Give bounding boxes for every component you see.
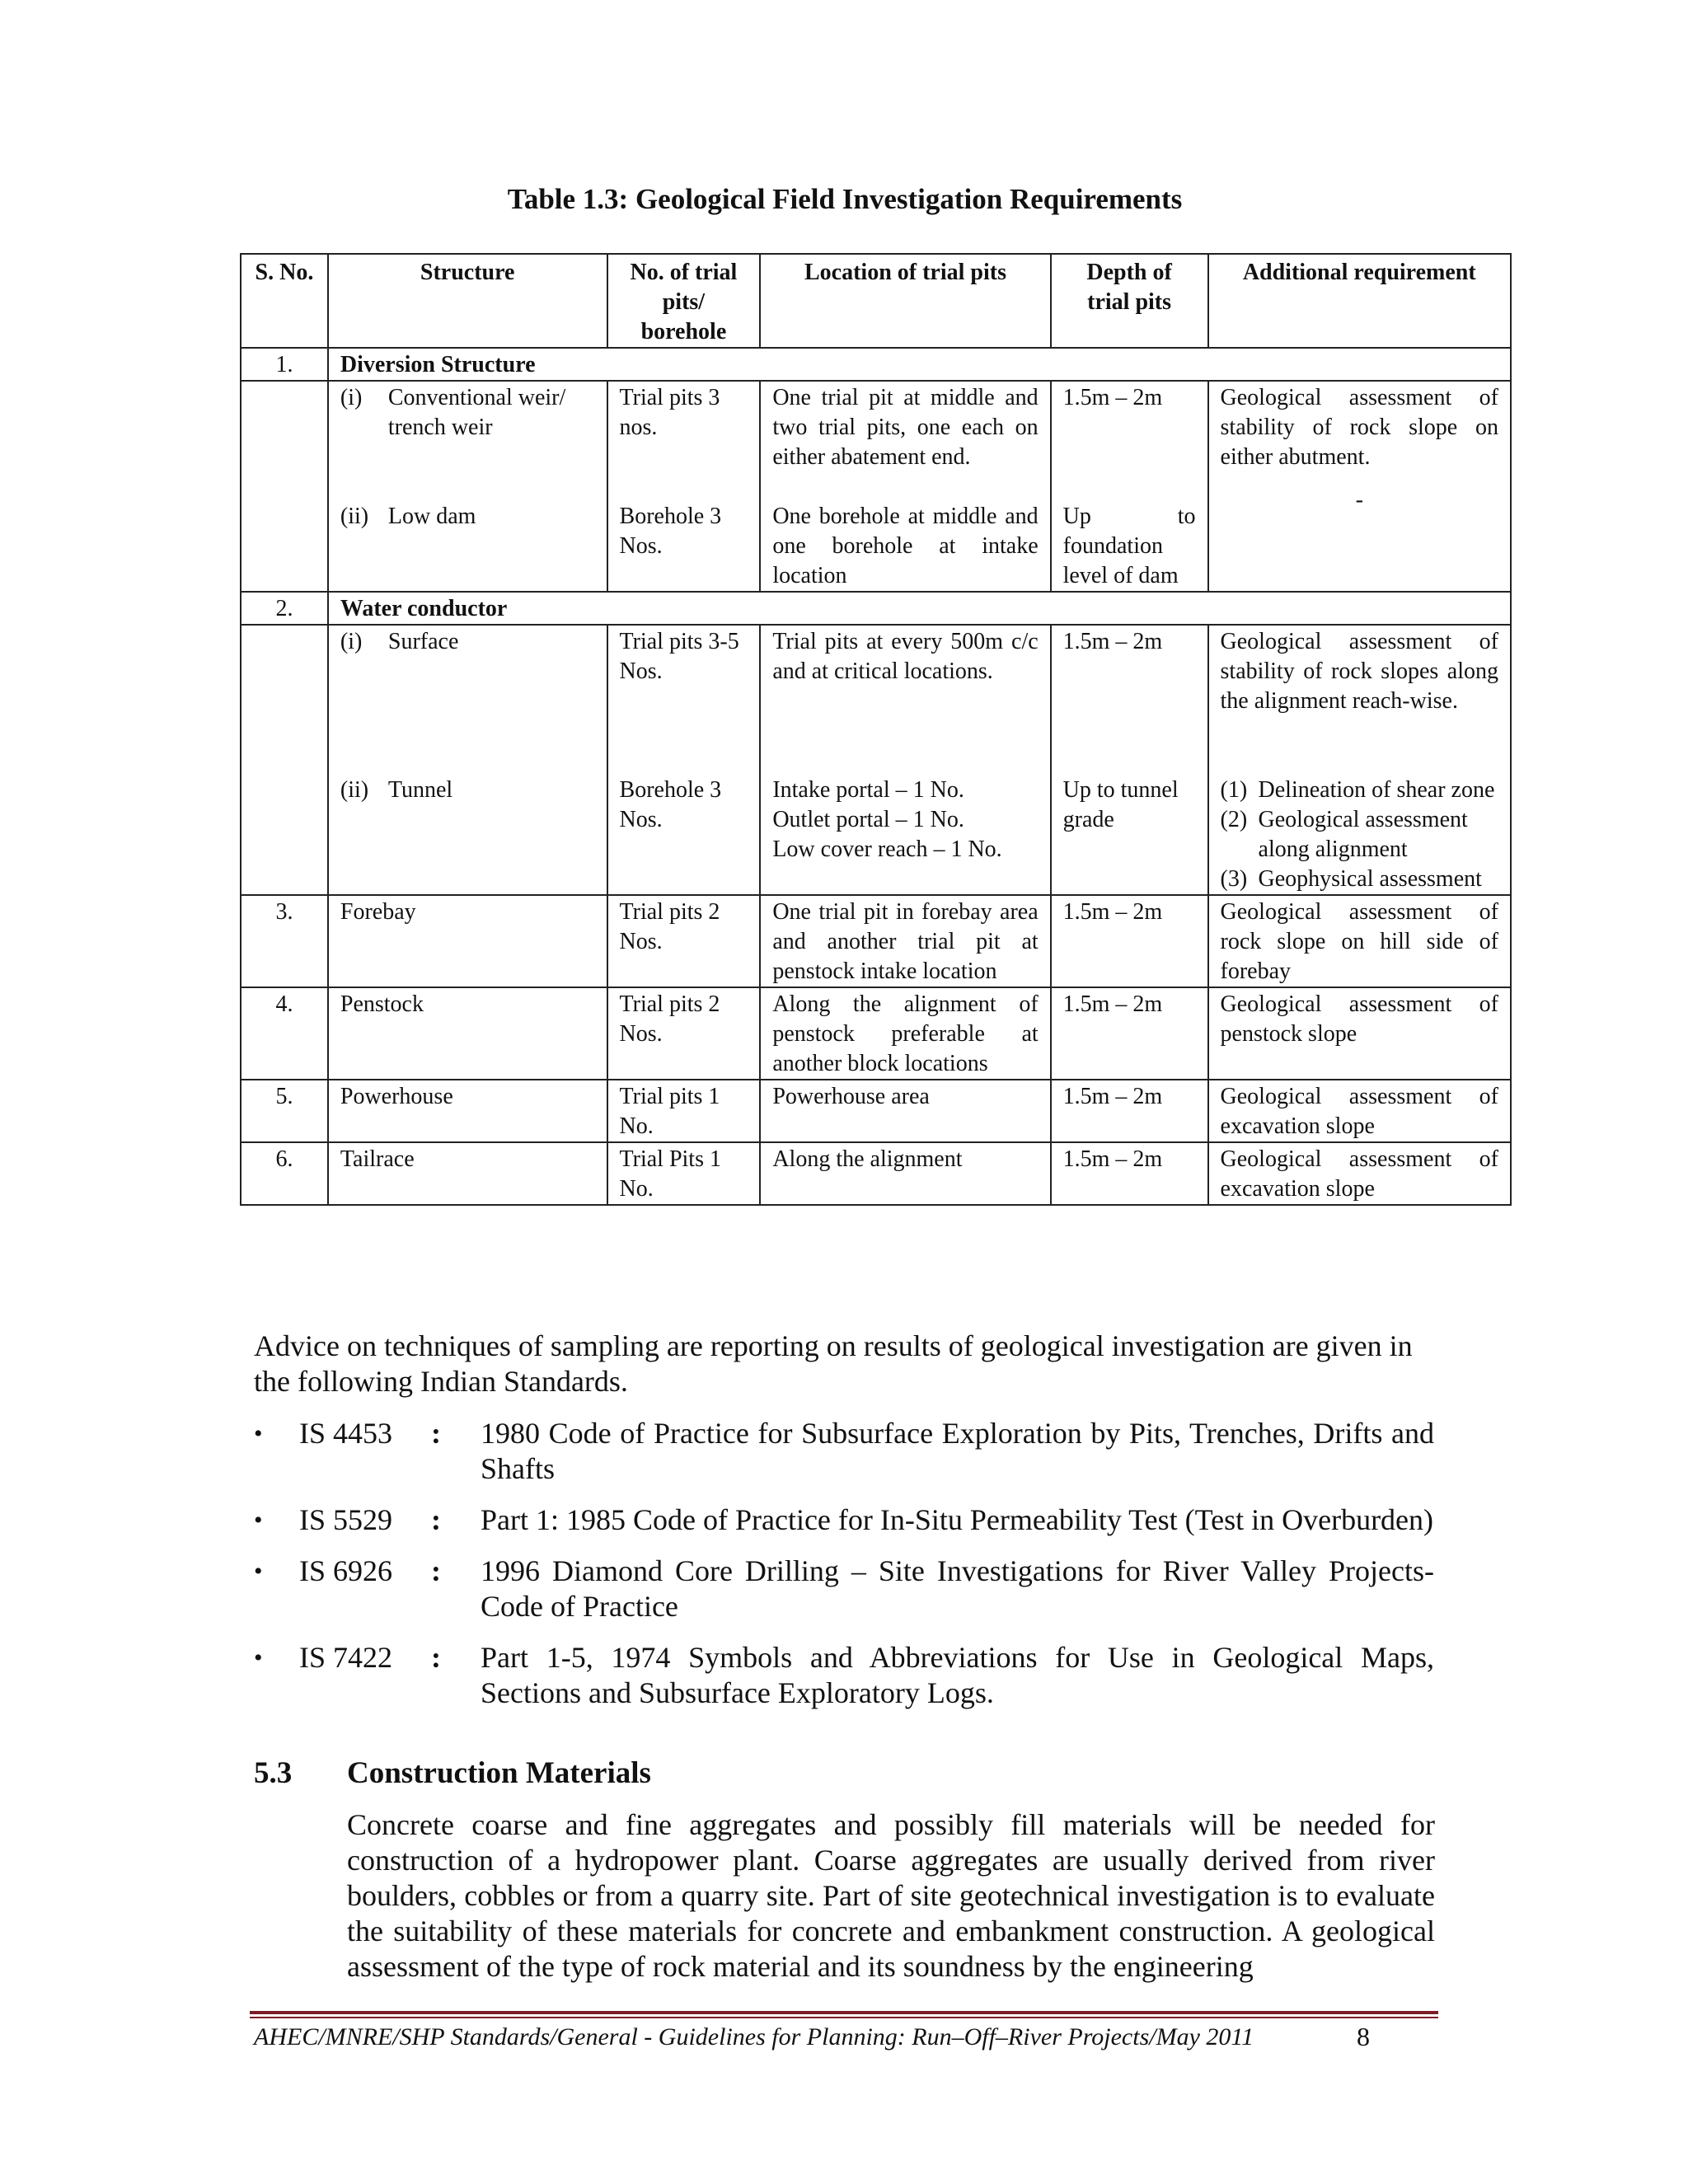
table-row bbox=[241, 987, 1511, 1080]
row-depth: 1.5m – 2m bbox=[1051, 895, 1208, 987]
bullet: • bbox=[254, 1507, 263, 1534]
row-count: Trial pits 2 Nos. bbox=[607, 895, 761, 987]
separator: : bbox=[431, 1554, 441, 1587]
row-additional: Geological assessment of excavation slope bbox=[1208, 1142, 1511, 1205]
row-location: Powerhouse area bbox=[760, 1080, 1050, 1142]
standard-description: 1996 Diamond Core Drilling – Site Investigations for River Valley Projects- Code of Practice bbox=[481, 1554, 1434, 1623]
row-depth: 1.5m – 2m bbox=[1051, 987, 1208, 1080]
row-location: One trial pit in forebay area and another trial pit at penstock intake location bbox=[760, 895, 1050, 987]
list-item bbox=[254, 1640, 1434, 1711]
row-count bbox=[607, 625, 761, 895]
cell-text: Borehole 3 Nos. bbox=[619, 777, 722, 832]
row-sno: 6. bbox=[241, 1142, 328, 1205]
table-row bbox=[241, 1142, 1511, 1205]
section-heading bbox=[254, 1755, 651, 1791]
standard-code: IS 5529 bbox=[299, 1503, 393, 1536]
cell-text: One trial pit at middle and two trial pits, one each on either abatement end. bbox=[772, 385, 1039, 470]
list-item bbox=[254, 1416, 1434, 1487]
cell-text: Geological assessment of stability of rock slopes along the alignment reach-wise. bbox=[1220, 629, 1498, 714]
row-sno: 4. bbox=[241, 987, 328, 1080]
table-row bbox=[241, 348, 1511, 381]
item-text: Tunnel bbox=[387, 777, 453, 803]
table-row bbox=[241, 895, 1511, 987]
bullet: • bbox=[254, 1420, 263, 1447]
cell-text: Up to foundation level of dam bbox=[1062, 504, 1196, 588]
cell-text: One borehole at middle and one borehole at intake location bbox=[772, 504, 1039, 588]
row-depth: 1.5m – 2m bbox=[1051, 1142, 1208, 1205]
item-text: Surface bbox=[387, 629, 459, 654]
table-row bbox=[241, 625, 1511, 895]
header-depth: Depth of trial pits bbox=[1051, 254, 1208, 348]
bullet: • bbox=[254, 1644, 263, 1671]
row-location bbox=[760, 625, 1050, 895]
row-depth: 1.5m – 2m bbox=[1051, 1080, 1208, 1142]
investigation-table bbox=[240, 253, 1512, 1206]
section-title: Diversion Structure bbox=[328, 348, 1511, 381]
separator: : bbox=[431, 1417, 441, 1450]
row-structure bbox=[328, 625, 607, 895]
header-additional: Additional requirement bbox=[1208, 254, 1511, 348]
row-sno: 2. bbox=[241, 592, 328, 625]
table-row bbox=[241, 592, 1511, 625]
standard-description: Part 1: 1985 Code of Practice for In-Situ Permeability Test (Test in Overburden) bbox=[481, 1503, 1434, 1536]
row-additional: Geological assessment of penstock slope bbox=[1208, 987, 1511, 1080]
row-additional: Geological assessment of excavation slope bbox=[1208, 1080, 1511, 1142]
item-text: Geological assessment along alignment bbox=[1258, 807, 1468, 862]
cell-text: Outlet portal – 1 No. bbox=[772, 807, 964, 832]
cell-text: 1.5m – 2m bbox=[1062, 629, 1163, 654]
section-title: Construction Materials bbox=[347, 1756, 651, 1790]
item-number: (ii) bbox=[340, 777, 369, 803]
cell-text: Trial pits 3-5 Nos. bbox=[619, 629, 739, 684]
row-structure bbox=[328, 381, 607, 592]
row-additional bbox=[1208, 625, 1511, 895]
row-count: Trial Pits 1 No. bbox=[607, 1142, 761, 1205]
standard-code: IS 7422 bbox=[299, 1641, 393, 1674]
item-number: (i) bbox=[340, 629, 363, 654]
item-number: (ii) bbox=[340, 504, 369, 529]
section-title: Water conductor bbox=[328, 592, 1511, 625]
cell-text: Low cover reach – 1 No. bbox=[772, 837, 1002, 862]
row-count: Trial pits 2 Nos. bbox=[607, 987, 761, 1080]
cell-dash: - bbox=[1355, 487, 1363, 513]
list-item bbox=[254, 1554, 1434, 1624]
row-location bbox=[760, 381, 1050, 592]
standard-code: IS 4453 bbox=[299, 1417, 393, 1450]
row-additional: Geological assessment of rock slope on hill side of forebay bbox=[1208, 895, 1511, 987]
page-number: 8 bbox=[1357, 2022, 1370, 2051]
cell-text: Borehole 3 Nos. bbox=[619, 504, 722, 559]
header-location: Location of trial pits bbox=[760, 254, 1050, 348]
table-title: Table 1.3: Geological Field Investigation Requirements bbox=[507, 183, 1183, 215]
table-row bbox=[241, 381, 1511, 592]
item-number: (i) bbox=[340, 385, 363, 410]
header-sno: S. No. bbox=[241, 254, 328, 348]
item-number: (2) bbox=[1220, 807, 1248, 832]
section-body: Concrete coarse and fine aggregates and possibly fill materials will be needed for construction of a hydropower plant. Coarse aggregates are usually derived from river boulders, cobbles or from a quarry site. Part of site geotechnical investigation is to evaluate the suitability of these materials for concrete and embankment construction. A geological assessment of the type of rock material and its soundness by the engineering bbox=[347, 1808, 1435, 1983]
cell-text: Up to tunnel grade bbox=[1062, 777, 1179, 832]
item-number: (1) bbox=[1220, 777, 1248, 803]
header-no-trial: No. of trial pits/ borehole bbox=[607, 254, 761, 348]
row-sno: 3. bbox=[241, 895, 328, 987]
header-structure: Structure bbox=[328, 254, 607, 348]
row-depth bbox=[1051, 381, 1208, 592]
row-additional bbox=[1208, 381, 1511, 592]
row-count bbox=[607, 381, 761, 592]
item-text: Geophysical assessment bbox=[1258, 866, 1482, 892]
table-header-row bbox=[241, 254, 1511, 348]
standard-description: 1980 Code of Practice for Subsurface Exploration by Pits, Trenches, Drifts and Shafts bbox=[481, 1417, 1434, 1485]
standard-description: Part 1-5, 1974 Symbols and Abbreviations for Use in Geological Maps, Sections and Subsurface Exploratory Logs. bbox=[481, 1641, 1434, 1709]
footer-rule bbox=[250, 2011, 1438, 2014]
item-text: Conventional weir/ trench weir bbox=[387, 385, 566, 440]
row-depth bbox=[1051, 625, 1208, 895]
standards-list bbox=[254, 1416, 1434, 1727]
advice-paragraph: Advice on techniques of sampling are reporting on results of geological investigation are given in the following Indian Standards. bbox=[254, 1329, 1413, 1398]
cell-text: 1.5m – 2m bbox=[1062, 385, 1163, 410]
cell-text: Trial pits 3 nos. bbox=[619, 385, 720, 440]
standard-code: IS 6926 bbox=[299, 1554, 393, 1587]
row-structure: Tailrace bbox=[328, 1142, 607, 1205]
bullet: • bbox=[254, 1558, 263, 1585]
list-item bbox=[254, 1502, 1434, 1538]
cell-text: Intake portal – 1 No. bbox=[772, 777, 964, 803]
row-location: Along the alignment bbox=[760, 1142, 1050, 1205]
table-row bbox=[241, 1080, 1511, 1142]
row-structure: Forebay bbox=[328, 895, 607, 987]
footer-rule bbox=[250, 2017, 1438, 2018]
footer-text: AHEC/MNRE/SHP Standards/General - Guidelines for Planning: Run–Off–River Projects/May 2011 bbox=[254, 2023, 1254, 2050]
row-count: Trial pits 1 No. bbox=[607, 1080, 761, 1142]
item-text: Delineation of shear zone bbox=[1258, 777, 1495, 803]
row-structure: Powerhouse bbox=[328, 1080, 607, 1142]
row-sno: 1. bbox=[241, 348, 328, 381]
row-structure: Penstock bbox=[328, 987, 607, 1080]
row-location: Along the alignment of penstock preferable at another block locations bbox=[760, 987, 1050, 1080]
row-sno bbox=[241, 381, 328, 592]
separator: : bbox=[431, 1641, 441, 1674]
section-number: 5.3 bbox=[254, 1756, 293, 1790]
cell-text: Trial pits at every 500m c/c and at critical locations. bbox=[772, 629, 1039, 684]
row-sno: 5. bbox=[241, 1080, 328, 1142]
row-sno bbox=[241, 625, 328, 895]
item-text: Low dam bbox=[387, 504, 476, 529]
cell-text: Geological assessment of stability of rock slope on either abutment. bbox=[1220, 385, 1498, 470]
separator: : bbox=[431, 1503, 441, 1536]
item-number: (3) bbox=[1220, 866, 1248, 892]
